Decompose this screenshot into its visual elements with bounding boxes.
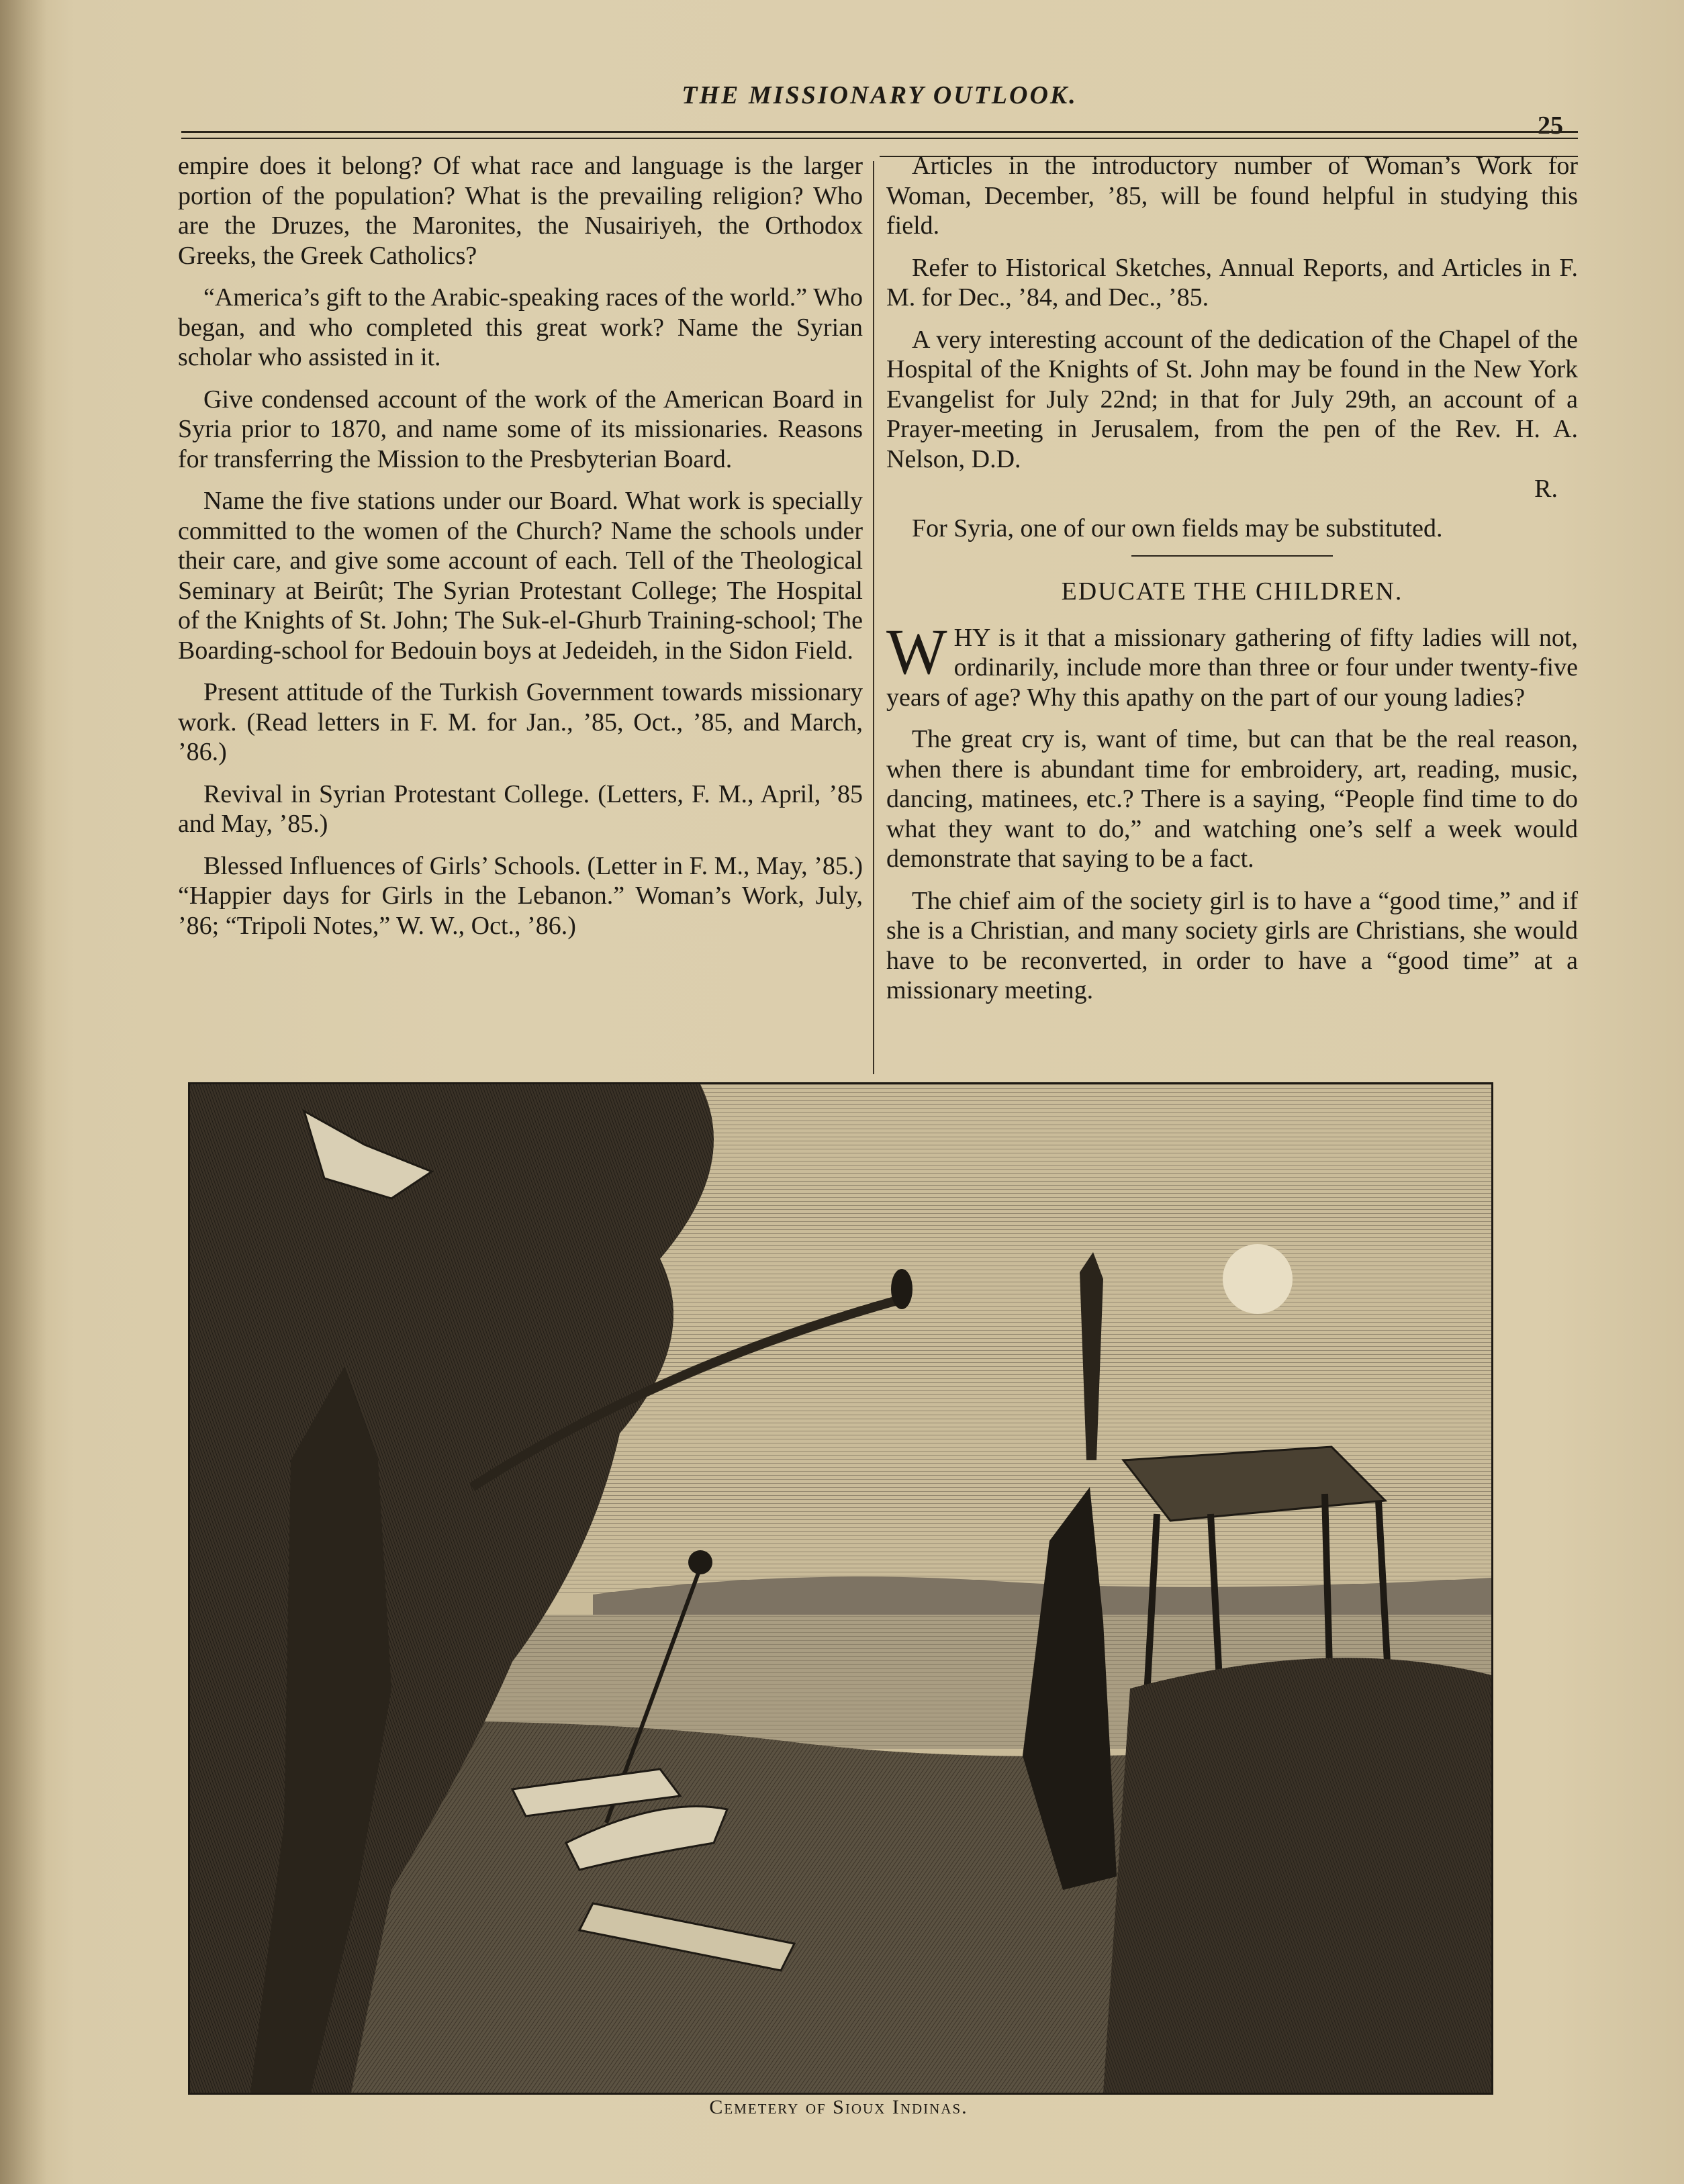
page-number: 25 bbox=[1538, 111, 1563, 140]
header-rule-top bbox=[181, 131, 1578, 133]
paragraph: Blessed Influences of Girls’ Schools. (Letter in F. M., May, ’85.) “Happier days for Girls in the Lebanon.” Woman’s Work, July, ’86; “Tripoli Notes,” W. W., Oct., ’86.) bbox=[178, 851, 863, 940]
paragraph: A very interesting account of the dedication of the Chapel of the Hospital of the Knights of St. John may be found in the New York Evangelist for July 22nd; in that for July 29th, an account of a Prayer-meeting in Jerusalem, from the pen of the Rev. H. A. Nelson, D.D. bbox=[886, 325, 1578, 473]
section-paragraph: The chief aim of the society girl is to have a “good time,” and if she is a Christian, and many society girls are Christians, she would have to be reconverted, in order to have a “good time” at a missionary meeting. bbox=[886, 886, 1578, 1004]
engraving-image bbox=[190, 1084, 1491, 2093]
signature: R. bbox=[1534, 475, 1558, 503]
section-paragraph: The great cry is, want of time, but can that be the real reason, when there is abundant time for embroidery, art, reading, music, dancing, matinees, etc.? There is a saying, “People find time to do what they want to do,” and watching one’s self a week would demonstrate that saying to be a fact. bbox=[886, 725, 1578, 873]
drop-cap: W bbox=[886, 615, 947, 687]
owl bbox=[891, 1269, 913, 1309]
column-divider bbox=[873, 161, 874, 1074]
moon bbox=[1223, 1244, 1293, 1314]
paragraph: Revival in Syrian Protestant College. (Letters, F. M., April, ’85 and May, ’85.) bbox=[178, 779, 863, 838]
section-title: EDUCATE THE CHILDREN. bbox=[1061, 577, 1403, 606]
page-fold-shadow bbox=[0, 0, 47, 2184]
engraving-illustration bbox=[188, 1082, 1493, 2095]
paragraph: empire does it belong? Of what race and language is the larger portion of the population? What is the prevailing religion? Who are the Druzes, the Maronites, the Nusairiyeh, the Orthodox Greeks, the Greek Catholics? bbox=[178, 152, 863, 270]
right-column bbox=[886, 151, 1578, 1018]
paragraph: Present attitude of the Turkish Government towards missionary work. (Read letters in F. M. for Jan., ’85, Oct., ’85, and March, ’86.) bbox=[178, 678, 863, 766]
paragraph: Name the five stations under our Board. What work is specially committed to the women of the Church? Name the schools under their care, and give some account of each. Tell of the Theological Seminary at Beirût; The Syrian Protestant College; The Hospital of the Knights of St. John; The Suk-el-Ghurb Training-school; The Boarding-school for Bedouin boys at Jedeideh, in the Sidon Field. bbox=[178, 487, 863, 665]
note-paragraph: For Syria, one of our own fields may be substituted. bbox=[912, 514, 1443, 542]
paragraph: Refer to Historical Sketches, Annual Reports, and Articles in F. M. for Dec., ’84, and Dec., ’85. bbox=[886, 253, 1578, 312]
section-paragraph bbox=[886, 615, 1578, 713]
illustration-caption: Cemetery of Sioux Indinas. bbox=[709, 2096, 968, 2118]
paragraph: “America’s gift to the Arabic-speaking races of the world.” Who began, and who completed this great work? Name the Syrian scholar who assisted in it. bbox=[178, 283, 863, 371]
section-paragraph-text: HY is it that a missionary gathering of fifty ladies will not, ordinarily, include more than three or four under twenty-five years of age? Why this apathy on the part of our young ladies? bbox=[886, 623, 1578, 712]
header-rule-bottom bbox=[181, 138, 1578, 139]
section-separator bbox=[1131, 555, 1333, 557]
running-header: THE MISSIONARY OUTLOOK. bbox=[682, 81, 1078, 109]
paragraph: Give condensed account of the work of the American Board in Syria prior to 1870, and name some of its missionaries. Reasons for transferring the Mission to the Presbyterian Board. bbox=[178, 385, 863, 473]
left-column bbox=[178, 151, 863, 953]
paragraph: Articles in the introductory number of Woman’s Work for Woman, December, ’85, will be found helpful in studying this field. bbox=[886, 152, 1578, 240]
